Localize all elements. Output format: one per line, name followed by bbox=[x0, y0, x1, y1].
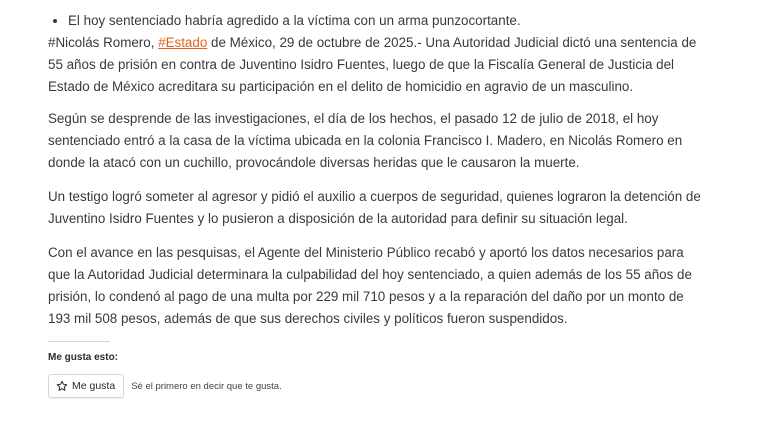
hashtag-estado-link[interactable]: #Estado bbox=[158, 35, 208, 50]
article-paragraph-2: Según se desprende de las investigaciones, el día de los hechos, el pasado 12 de julio de 2018, el hoy sentenciado entró a la casa de la víctima ubicada en la colonia Francisco I. Madero, en Nicolás Romero en donde la atacó con un cuchillo, provocándole diversas heridas que le causaron la muerte. bbox=[48, 111, 683, 170]
article-paragraph-3: Un testigo logró someter al agresor y pidió el auxilio a cuerpos de seguridad, quienes lograron la detención de Juventino Isidro Fuentes y lo pusieron a disposición de la autoridad para definir su situación legal. bbox=[48, 189, 701, 226]
like-row bbox=[48, 374, 448, 398]
like-heading: Me gusta esto: bbox=[48, 352, 119, 363]
article-paragraph-1 bbox=[48, 32, 708, 98]
hashtag-nicolas-romero: #Nicolás Romero, bbox=[48, 35, 159, 50]
like-note: Sé el primero en decir que te gusta. bbox=[131, 380, 282, 392]
paragraph-1-text: de México, 29 de octubre de 2025.- Una Autoridad Judicial dictó una sentencia de 55 años de prisión en contra de Juventino Isidro Fuentes, luego de que la Fiscalía General de Justicia del Estado de México acreditara su participación en el delito de homicidio en agravio de un masculino. bbox=[48, 35, 697, 94]
like-button-label: Me gusta bbox=[72, 380, 116, 392]
summary-bullet: • El hoy sentenciado habría agredido a la víctima con un arma punzocortante. bbox=[68, 10, 708, 32]
article-body bbox=[48, 10, 708, 342]
like-button[interactable] bbox=[48, 374, 124, 398]
summary-bullet-list bbox=[48, 10, 708, 32]
like-divider bbox=[48, 341, 110, 342]
star-icon bbox=[56, 380, 68, 392]
like-widget bbox=[48, 341, 448, 398]
article-paragraph-4: Con el avance en las pesquisas, el Agente del Ministerio Público recabó y aportó los datos necesarios para que la Autoridad Judicial determinara la culpabilidad del hoy sentenciado, a quien además de los 55 años de prisión, lo condenó al pago de una multa por 229 mil 710 pesos y a la reparación del daño por un monto de 193 mil 508 pesos, además de que sus derechos civiles y políticos fueron suspendidos. bbox=[48, 245, 692, 326]
